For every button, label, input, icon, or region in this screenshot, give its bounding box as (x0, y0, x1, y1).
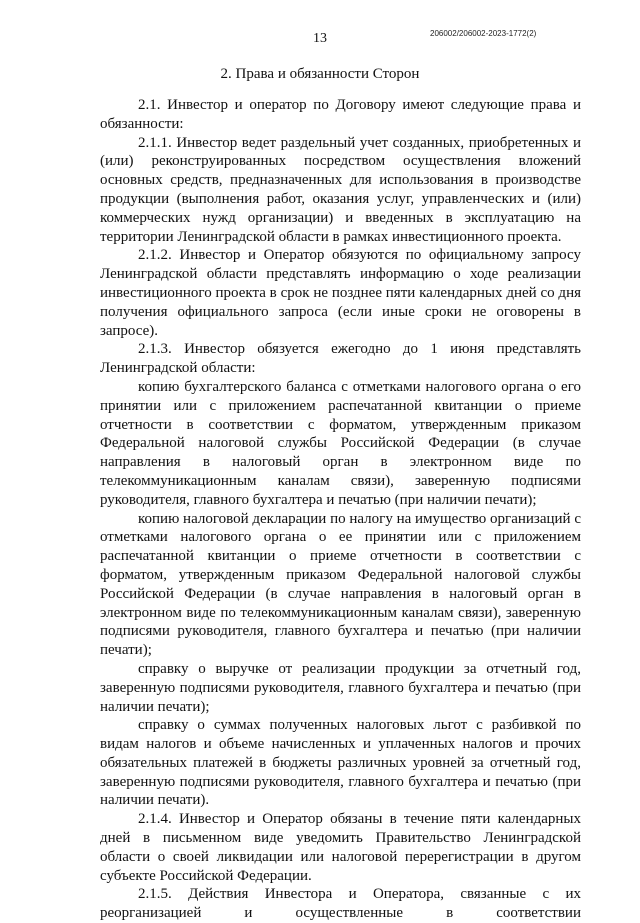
paragraph-2-1-4: 2.1.4. Инвестор и Оператор обязаны в течение пяти календарных дней в письменном виде уведомить Правительство Ленинградской области о своей ликвидации или налоговой перерегистрации в другом субъекте Российской Федерации. (100, 811, 581, 884)
paragraph-2-1-1: 2.1.1. Инвестор ведет раздельный учет созданных, приобретенных и (или) реконструированных посредством осуществления вложений основных средств, предназначенных для использования в производстве продукции (выполнения работ, оказания услуг, управленческих и (или) коммерческих нужд организации) и введенных в эксплуатацию на территории Ленинградской области в рамках инвестиционного проекта. (100, 134, 581, 245)
page-number: 13 (313, 31, 327, 46)
paragraph-2-1-2: 2.1.2. Инвестор и Оператор обязуются по официальному запросу Ленинградской области представлять информацию о ходе реализации инвестиционного проекта в срок не позднее пяти календарных дней со дня получения официального запроса (если иные сроки не оговорены в запросе). (100, 247, 581, 339)
paragraph-2-1: 2.1. Инвестор и оператор по Договору имеют следующие права и обязанности: (100, 97, 581, 132)
list-item-tax-declaration: копию налоговой декларации по налогу на имущество организаций с отметками налогового органа о ее принятии или с приложением распечатанной квитанции о приеме отчетности в соответствии с форматом, утвержденным приказом Федеральной налоговой службы Российской Федерации (в случае направления в налоговый орган в электронном виде по телекоммуникационным каналам связи), заверенную подписями руководителя, главного бухгалтера и печатью (при наличии печати); (100, 510, 581, 659)
paragraph-2-1-5: 2.1.5. Действия Инвестора и Оператора, связанные с их реорганизацией и осуществленные в соответствии (100, 886, 581, 922)
list-item-balance-sheet: копию бухгалтерского баланса с отметками налогового органа о его принятии или с приложением распечатанной квитанции о приеме отчетности в соответствии с форматом, утвержденным приказом Федеральной налоговой службы Российской Федерации (в случае направления в налоговый орган в электронном виде по телекоммуникационным каналам связи), заверенную подписями руководителя, главного бухгалтера и печатью (при наличии печати); (100, 378, 581, 508)
paragraph-2-1-3: 2.1.3. Инвестор обязуется ежегодно до 1 июня представлять Ленинградской области: (100, 341, 581, 377)
document-id: 206002/206002-2023-1772(2) (430, 29, 537, 38)
document-body (100, 96, 581, 923)
section-title: 2. Права и обязанности Сторон (220, 66, 420, 82)
list-item-revenue-statement: справку о выручке от реализации продукции за отчетный год, заверенную подписями руководителя, главного бухгалтера и печатью (при наличии печати); (100, 660, 581, 715)
list-item-tax-benefits-statement: справку о суммах полученных налоговых льгот с разбивкой по видам налогов и объеме начисленных и уплаченных налогов и прочих обязательных платежей в бюджеты различных уровней за отчетный год, заверенную подписями руководителя, главного бухгалтера и печатью (при наличии печати). (100, 717, 581, 809)
